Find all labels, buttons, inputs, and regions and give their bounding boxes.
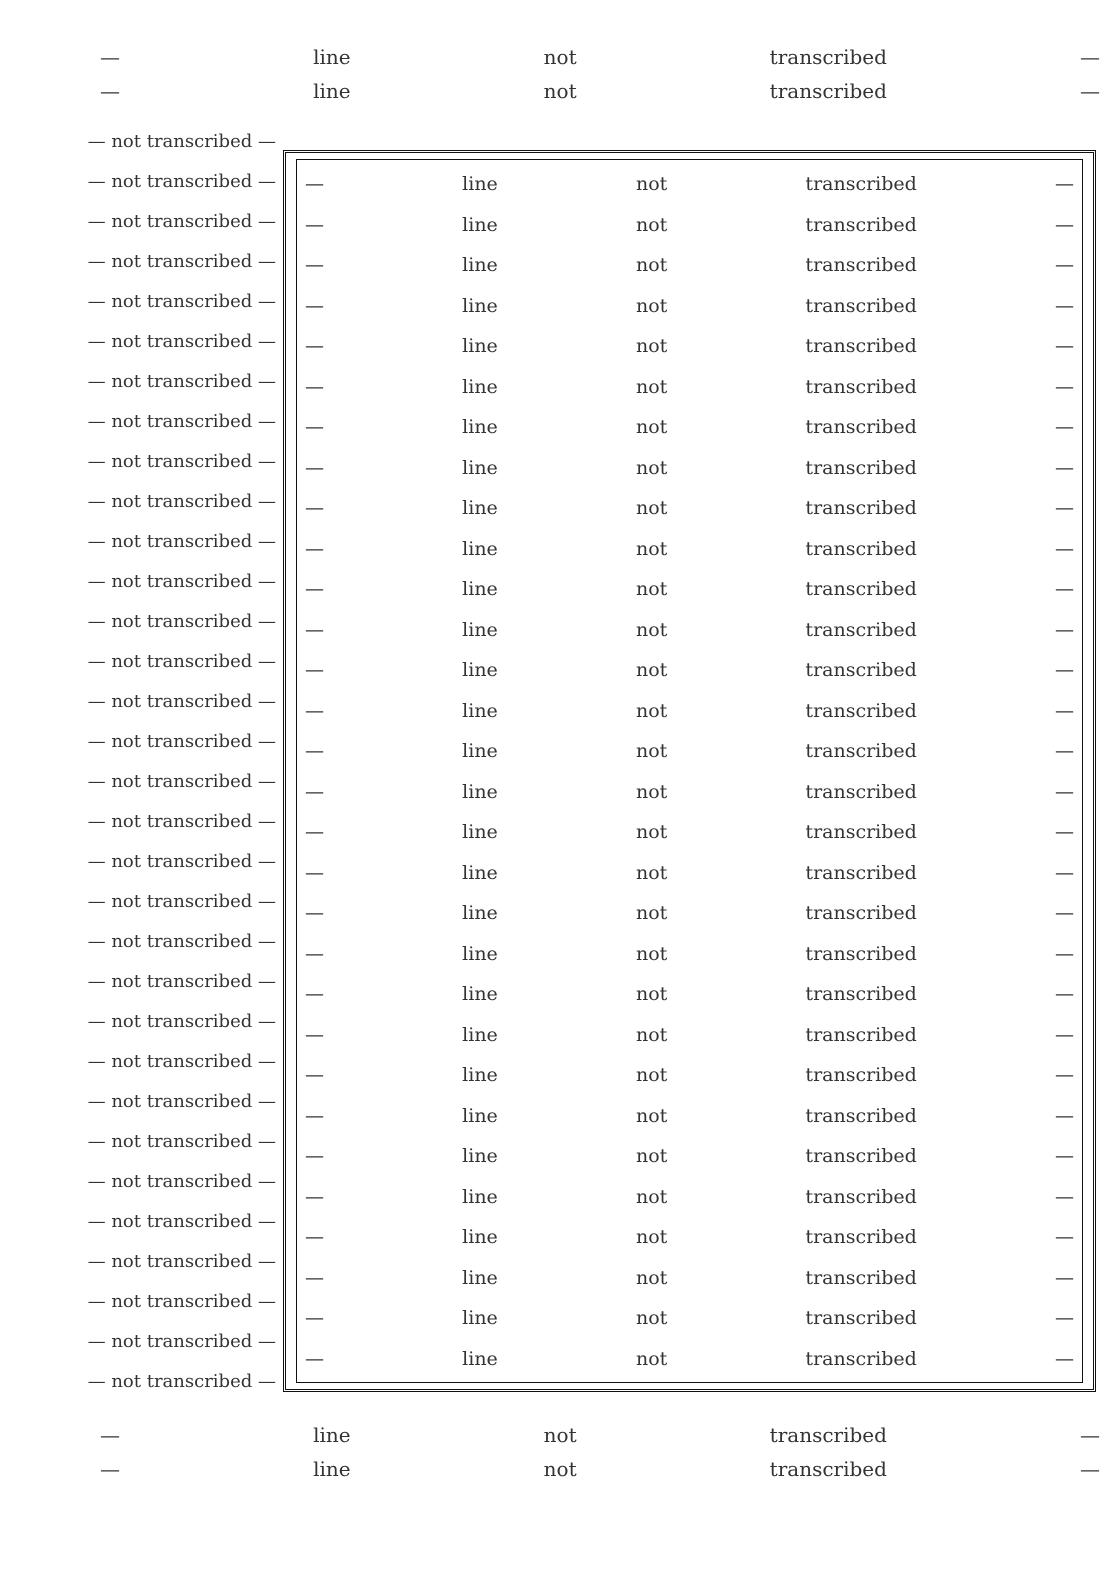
main-text-line: — line not transcribed — <box>305 416 1075 438</box>
margin-line: — not transcribed — <box>87 691 276 712</box>
margin-line: — not transcribed — <box>87 331 276 352</box>
margin-line: — not transcribed — <box>87 731 276 752</box>
margin-line: — not transcribed — <box>87 1051 276 1072</box>
margin-line: — not transcribed — <box>87 1291 276 1312</box>
margin-line: — not transcribed — <box>87 1211 276 1232</box>
margin-line: — not transcribed — <box>87 651 276 672</box>
main-text-line: — line not transcribed — <box>305 578 1075 600</box>
header-text <box>100 40 1100 108</box>
header-line: — line not transcribed — <box>100 45 1101 69</box>
main-text-line: — line not transcribed — <box>305 780 1075 803</box>
margin-line: — not transcribed — <box>87 1131 276 1152</box>
main-text-line: — line not transcribed — <box>305 1185 1075 1208</box>
margin-commentary <box>87 122 276 1412</box>
margin-line: — not transcribed — <box>87 1371 276 1392</box>
margin-line: — not transcribed — <box>87 851 276 872</box>
margin-line: — not transcribed — <box>87 891 276 912</box>
margin-line: — not transcribed — <box>87 971 276 992</box>
margin-line: — not transcribed — <box>87 131 276 152</box>
margin-line: — not transcribed — <box>87 1091 276 1112</box>
main-text-line: — line not transcribed — <box>305 740 1075 762</box>
main-text-line: — line not transcribed — <box>305 942 1075 965</box>
main-text-line: — line not transcribed — <box>305 1064 1075 1086</box>
main-text-line: — line not transcribed — <box>305 335 1075 357</box>
main-text-line: — line not transcribed — <box>305 1266 1075 1289</box>
main-text-line: — line not transcribed — <box>305 699 1075 722</box>
main-text-body <box>296 159 1083 1383</box>
main-text-line: — line not transcribed — <box>305 1023 1075 1046</box>
main-text-line: — line not transcribed — <box>305 254 1075 276</box>
main-text-line: — line not transcribed — <box>305 375 1075 398</box>
main-text-line: — line not transcribed — <box>305 902 1075 924</box>
margin-line: — not transcribed — <box>87 571 276 592</box>
main-text-line: — line not transcribed — <box>305 618 1075 641</box>
margin-line: — not transcribed — <box>87 211 276 232</box>
margin-line: — not transcribed — <box>87 251 276 272</box>
main-text-line: — line not transcribed — <box>305 1145 1075 1167</box>
main-text-line: — line not transcribed — <box>305 821 1075 843</box>
footer-line: — line not transcribed — <box>100 1423 1101 1447</box>
margin-line: — not transcribed — <box>87 611 276 632</box>
header-line: — line not transcribed — <box>100 79 1101 103</box>
main-text-line: — line not transcribed — <box>305 1347 1075 1370</box>
main-text-line: — line not transcribed — <box>305 213 1075 236</box>
main-text-line: — line not transcribed — <box>305 1104 1075 1127</box>
main-text-line: — line not transcribed — <box>305 983 1075 1005</box>
margin-line: — not transcribed — <box>87 171 276 192</box>
margin-line: — not transcribed — <box>87 291 276 312</box>
margin-line: — not transcribed — <box>87 1171 276 1192</box>
margin-line: — not transcribed — <box>87 771 276 792</box>
margin-line: — not transcribed — <box>87 451 276 472</box>
margin-line: — not transcribed — <box>87 371 276 392</box>
margin-line: — not transcribed — <box>87 931 276 952</box>
main-text-line: — line not transcribed — <box>305 497 1075 519</box>
footer-text <box>100 1418 1100 1486</box>
margin-line: — not transcribed — <box>87 1251 276 1272</box>
main-text-line: — line not transcribed — <box>305 294 1075 317</box>
margin-line: — not transcribed — <box>87 1011 276 1032</box>
main-text-frame <box>283 150 1096 1392</box>
margin-line: — not transcribed — <box>87 1331 276 1352</box>
margin-line: — not transcribed — <box>87 411 276 432</box>
main-text-line: — line not transcribed — <box>305 1226 1075 1248</box>
margin-line: — not transcribed — <box>87 491 276 512</box>
footer-line: — line not transcribed — <box>100 1457 1101 1481</box>
main-text-line: — line not transcribed — <box>305 173 1075 195</box>
main-text-line: — line not transcribed — <box>305 537 1075 560</box>
main-text-line: — line not transcribed — <box>305 1307 1075 1329</box>
main-text-line: — line not transcribed — <box>305 861 1075 884</box>
margin-line: — not transcribed — <box>87 531 276 552</box>
main-text-line: — line not transcribed — <box>305 456 1075 479</box>
main-text-line: — line not transcribed — <box>305 659 1075 681</box>
margin-line: — not transcribed — <box>87 811 276 832</box>
